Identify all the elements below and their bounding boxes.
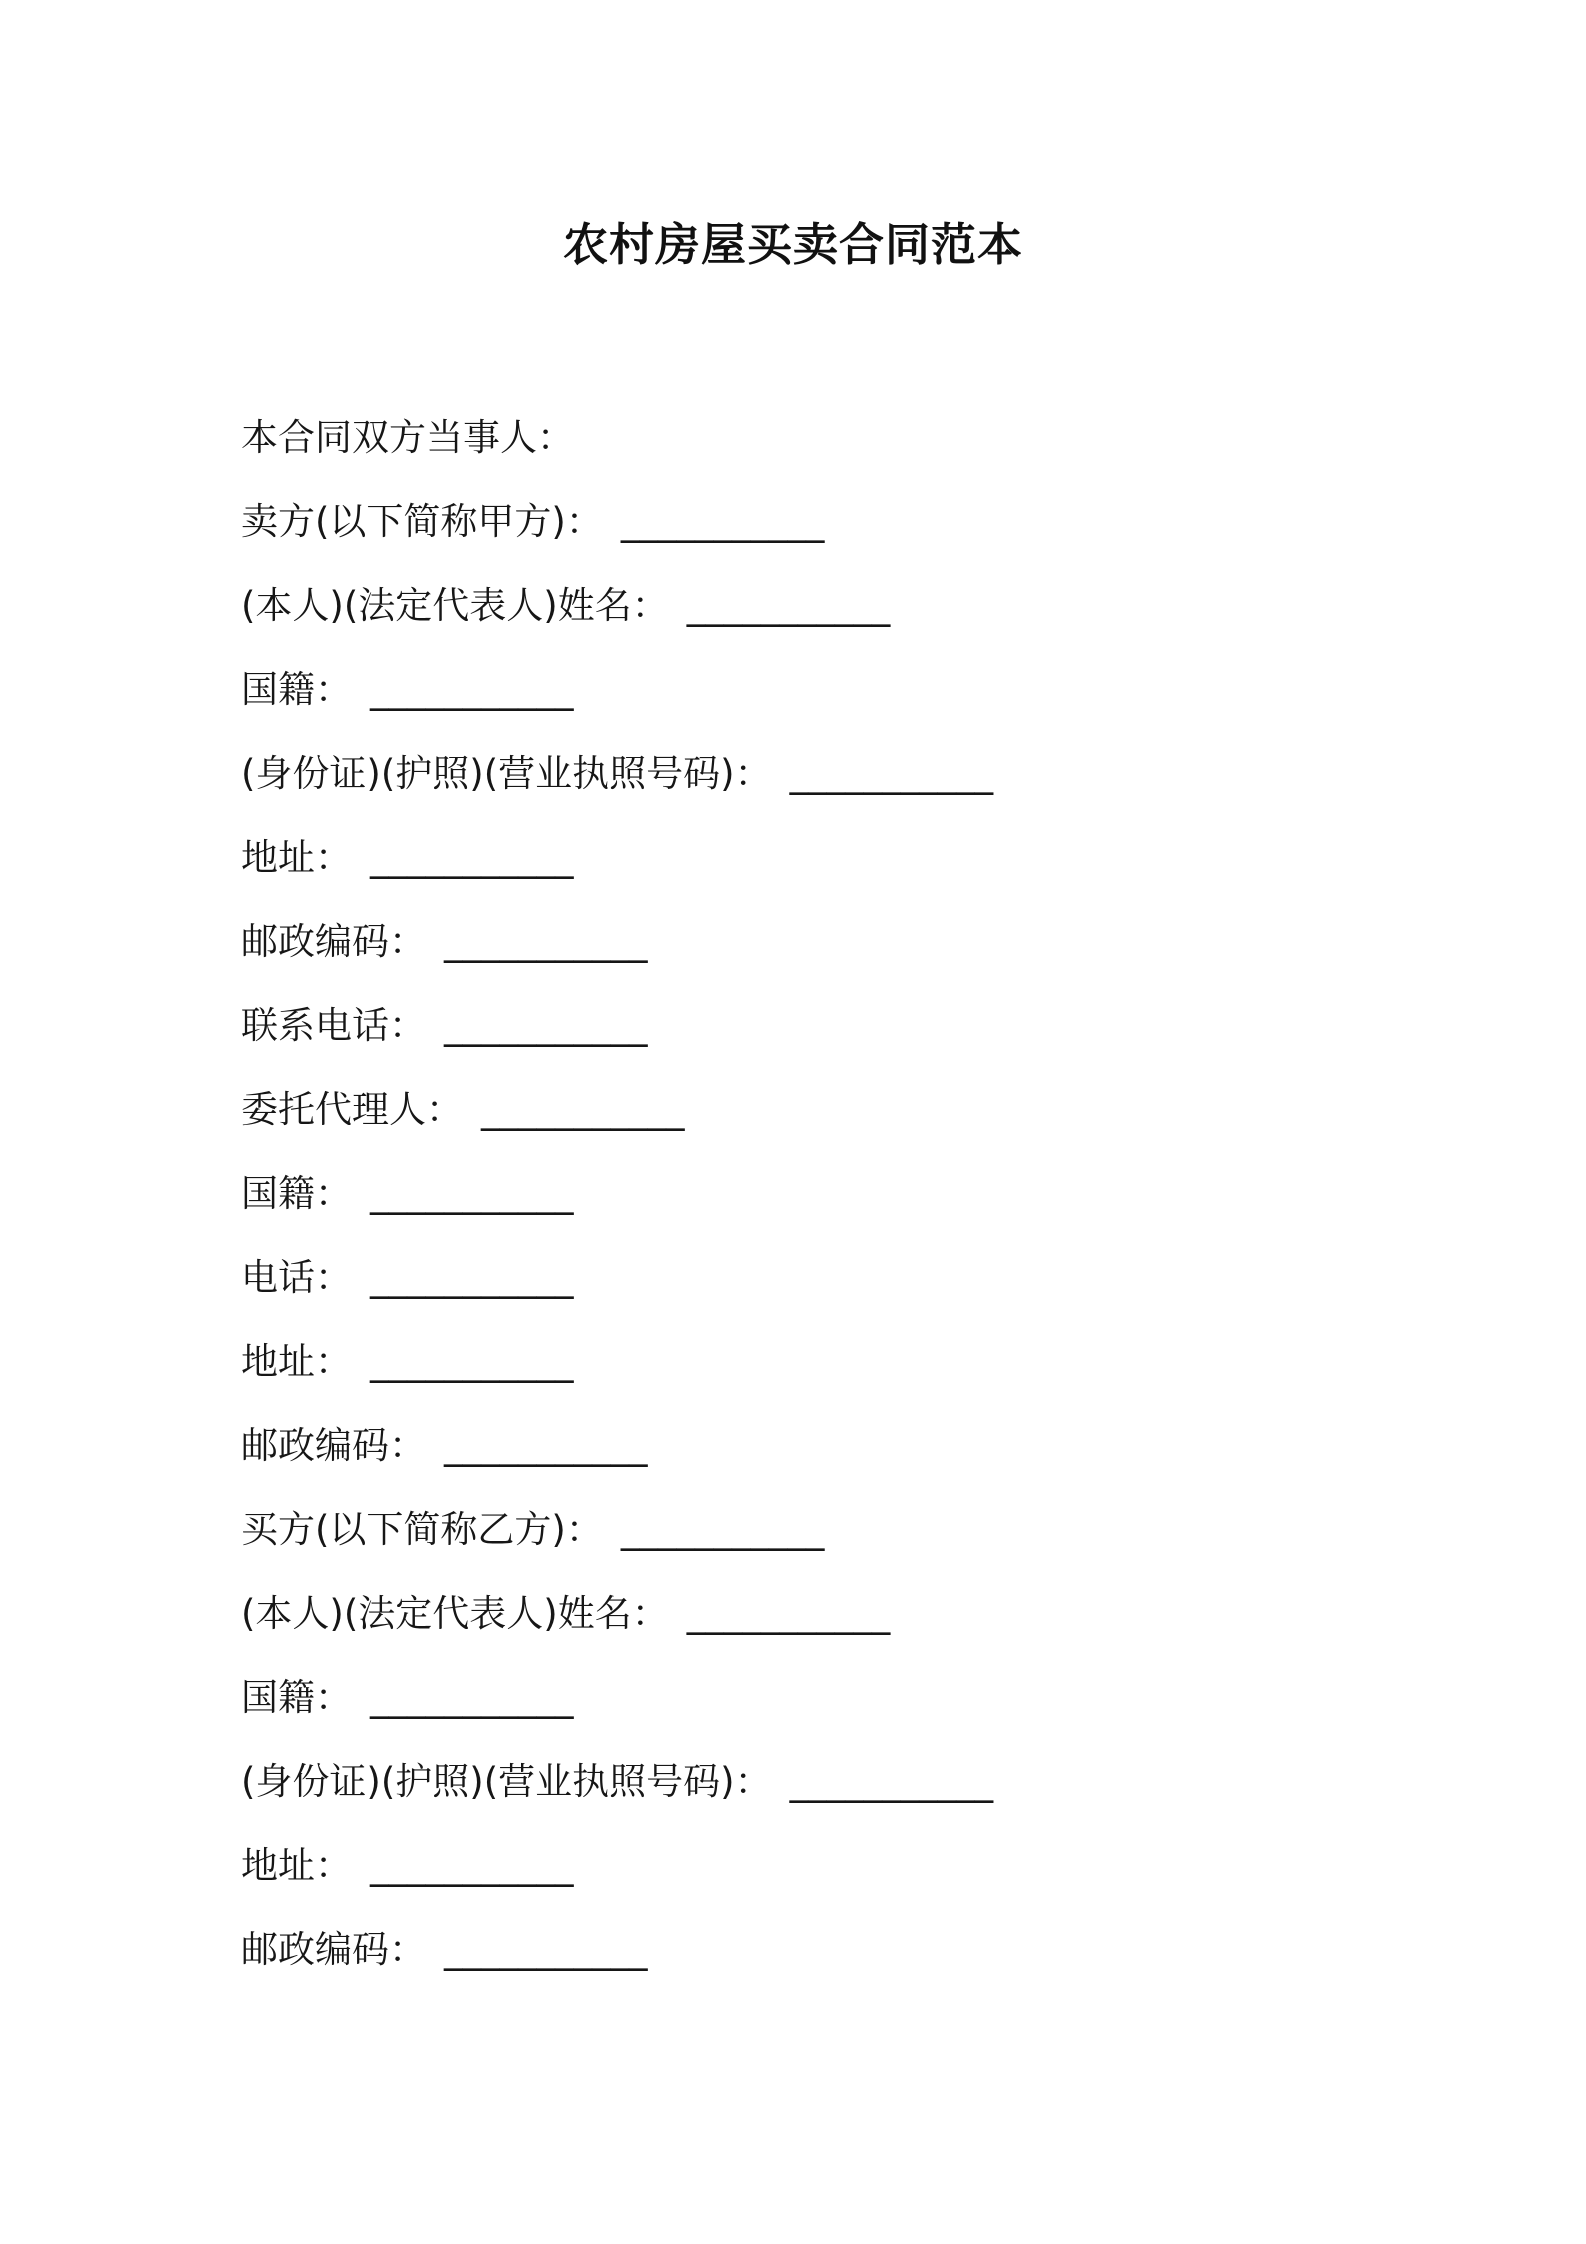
line-buyer-postcode [241,1920,1441,2004]
line-seller [241,492,1441,576]
fill-blank: ___________ [789,752,994,795]
fill-blank: ___________ [370,1676,574,1719]
line-label: 卖方(以下简称甲方)： [241,500,603,543]
line-label: 地址： [241,836,352,879]
line-buyer-nationality [241,1668,1441,1752]
fill-blank: ___________ [370,1844,574,1887]
fill-blank: ___________ [370,1172,574,1215]
fill-blank: ___________ [620,1508,825,1551]
fill-blank: ___________ [686,584,891,627]
line-buyer [241,1500,1441,1584]
line-label: (本人)(法定代表人)姓名： [241,1592,669,1635]
line-seller-nationality [241,660,1441,744]
line-label: 邮政编码： [241,1928,426,1971]
line-label: (身份证)(护照)(营业执照号码)： [241,1760,772,1803]
fill-blank: ___________ [444,1928,648,1971]
document-title: 农村房屋买卖合同范本 [562,218,1023,271]
line-label: 国籍： [241,668,352,711]
fill-blank: ___________ [444,1424,648,1467]
fill-blank: ___________ [370,1340,574,1383]
line-seller-phone [241,996,1441,1080]
fill-blank: ___________ [686,1592,891,1635]
line-label: 联系电话： [241,1004,426,1047]
line-buyer-address [241,1836,1441,1920]
fill-blank: ___________ [620,500,825,543]
fill-blank: ___________ [370,1256,574,1299]
line-label: (身份证)(护照)(营业执照号码)： [241,752,772,795]
line-seller-name [241,576,1441,660]
line-label: 国籍： [241,1676,352,1719]
line-seller-id [241,744,1441,828]
fill-blank: ___________ [481,1088,685,1131]
fill-blank: ___________ [789,1760,994,1803]
line-buyer-id [241,1752,1441,1836]
line-label: 电话： [241,1256,352,1299]
fill-blank: ___________ [370,668,574,711]
line-label: 委托代理人： [241,1088,463,1131]
fill-blank: ___________ [444,920,648,963]
line-label: 地址： [241,1340,352,1383]
line-label: 邮政编码： [241,1424,426,1467]
party-info-list [241,408,1441,2004]
line-buyer-name [241,1584,1441,1668]
line-label: 本合同双方当事人： [241,416,574,459]
line-label: 邮政编码： [241,920,426,963]
fill-blank: ___________ [444,1004,648,1047]
line-agent-postcode [241,1416,1441,1500]
line-seller-address [241,828,1441,912]
fill-blank: ___________ [370,836,574,879]
line-parties-heading [241,408,1441,492]
line-label: 国籍： [241,1172,352,1215]
line-label: 买方(以下简称乙方)： [241,1508,603,1551]
line-seller-postcode [241,912,1441,996]
line-label: (本人)(法定代表人)姓名： [241,584,669,627]
line-label: 地址： [241,1844,352,1887]
line-agent-nationality [241,1164,1441,1248]
line-agent-address [241,1332,1441,1416]
line-agent [241,1080,1441,1164]
line-agent-phone [241,1248,1441,1332]
